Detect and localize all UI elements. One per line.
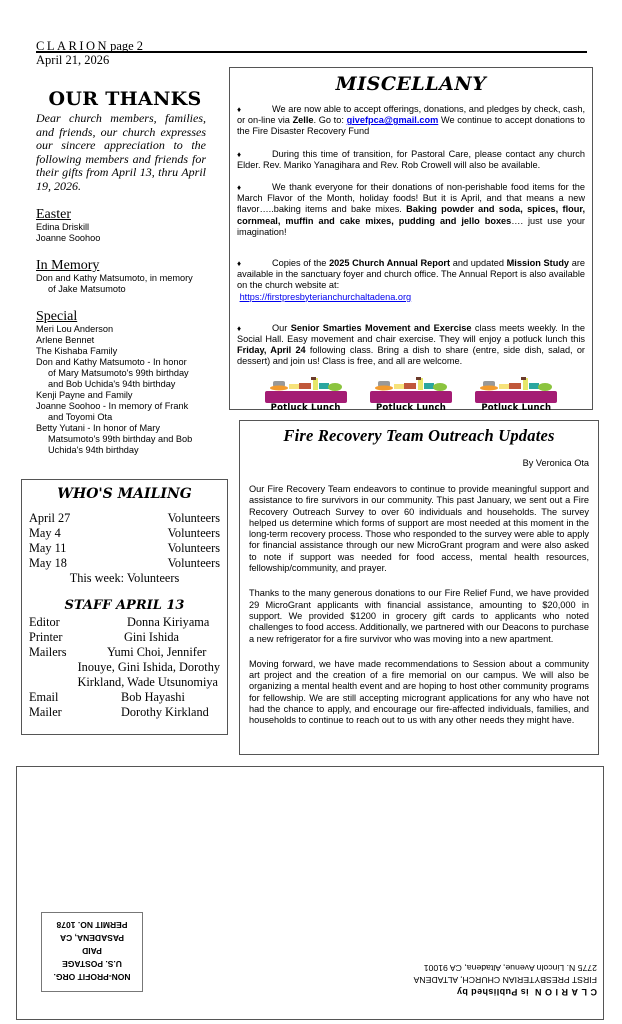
diamond-bullet-icon: ♦ [237, 323, 242, 333]
publisher-title: CLARION is Published by [456, 987, 597, 997]
publication-name: CLARION [36, 39, 110, 53]
staff-row-email: Email Bob Hayashi [29, 690, 185, 704]
schedule-row: May 18 Volunteers [29, 556, 220, 570]
staff-row-editor: Editor Donna Kiriyama [29, 615, 210, 629]
mailers-continued: Inouye, Gini Ishida, Dorothy [77, 660, 220, 674]
easter-list [36, 222, 206, 244]
tablecloth [370, 391, 452, 403]
diamond-bullet-icon: ♦ [237, 149, 242, 159]
diamond-bullet-icon: ♦ [237, 259, 242, 269]
publisher-name: FIRST PRESBYTERIAN CHURCH, ALTADENA [413, 975, 597, 985]
publisher-return-address [387, 962, 597, 998]
whos-mailing-box [21, 479, 228, 735]
misc-item-pastoral: ♦ During this time of transition, for Pastoral Care, please contact any church Elder. Rev. Mariko Yanagihara and Rev. Rob Crowell will also be available. [237, 148, 585, 170]
tablecloth [265, 391, 347, 403]
mailing-panel [16, 766, 604, 1020]
list-item: Don and Kathy Matsumoto - In honor of Mary Matsumoto's 99th birthday and Bob Uchida's 94th birthday [36, 357, 189, 389]
potluck-label: Potluck Lunch [481, 402, 552, 413]
potluck-images [237, 377, 585, 417]
section-heading-in-memory: In Memory [36, 258, 100, 273]
page-label: page 2 [110, 39, 144, 53]
publisher-address: 2775 N. Lincoln Avenue, Altadena, CA 91001 [423, 963, 597, 973]
list-item: Edina Driskill [36, 222, 90, 232]
schedule-row: May 11 Volunteers [29, 541, 220, 555]
article-paragraph: Moving forward, we have made recommendations to Session about a community art project and the creation of a fire memorial on our campus. We will also be organizing a mental health event and are hoping to host other community programs for fellowship. We are still accepting microgrant applications for any who have not had the chance to apply, and encourage our fire-affected individuals, families, and households to continue to reach out to us with any other needs they might have. [249, 658, 589, 726]
postage-permit-indicia: NON-PROFIT ORG. U.S. POSTAGE PAID PASADENA, CA PERMIT NO. 1078 [41, 912, 143, 992]
diamond-bullet-icon: ♦ [237, 105, 242, 114]
article-paragraph: Our Fire Recovery Team endeavors to continue to provide meaningful support and assistance to fire survivors in our community. This past January, we sent out a Fire Recovery Outreach Survey to over 60 individuals and households. The survey helped us determine which forms of support are most needed at this moment in the long-term recovery process. Those who responded to the survey were able to apply for financial assistance through our new MicroGrant program and were also asked to note if support was needed for food access, mental health resources, fellowship/community, and prayer. [249, 484, 589, 574]
section-heading-special: Special [36, 309, 78, 324]
our-thanks-section [36, 88, 206, 456]
mailers-continued: Kirkland, Wade Utsunomiya [77, 675, 218, 689]
this-week-text: This week: Volunteers [69, 571, 180, 585]
staff-row-mailer: Mailer Dorothy Kirkland [29, 705, 209, 719]
potluck-lunch-image [471, 377, 561, 417]
misc-item-zelle: ♦ We are now able to accept offerings, donations, and pledges by check, cash, or on-line via Zelle. Go to: givefpca@gmail.com We continue to accept donations to the Fire Disaster Recovery Fund [237, 104, 585, 137]
section-heading-easter: Easter [36, 207, 71, 222]
our-thanks-title: OUR THANKS [48, 88, 202, 110]
email-link[interactable]: givefpca@gmail.com [346, 115, 439, 126]
potluck-lunch-image [366, 377, 456, 417]
issue-date: April 21, 2026 [36, 53, 110, 67]
list-item: Joanne Soohoo [36, 233, 101, 243]
list-item: Kenji Payne and Family [36, 390, 133, 400]
list-item: Meri Lou Anderson [36, 324, 114, 334]
misc-item-food: ♦ We thank everyone for their donations of non-perishable food items for the March Flavor of the Month, holiday foods! But it is April, and that means a new flavor…..baking items and bake mixes. Baking powder and soda, spices, flour, cornmeal, muffin and cake mixes, pudding and jello boxes…. just use your imagination! [237, 182, 585, 237]
fire-recovery-box [239, 420, 599, 755]
potluck-label: Potluck Lunch [376, 402, 446, 413]
miscellany-title: MISCELLANY [335, 73, 487, 95]
staff-title: STAFF APRIL 13 [64, 598, 185, 613]
our-thanks-intro: Dear church members, families, and friends, our church expresses our sincere appreciation to the following members and friends for their gifts from April 13, thru April 19, 2026. [36, 111, 206, 193]
list-item: Betty Yutani - In honor of Mary Matsumoto's 99th birthday and Bob Uchida's 94th birthday [36, 423, 193, 455]
fire-recovery-title: Fire Recovery Team Outreach Updates [283, 426, 555, 445]
potluck-label: Potluck Lunch [270, 402, 341, 413]
website-link[interactable]: https://firstpresbyterianchurchaltadena.org [239, 291, 412, 302]
schedule-row: May 4 Volunteers [29, 526, 220, 540]
staff-row-mailers: Mailers Yumi Choi, Jennifer [29, 645, 207, 659]
list-item: Arlene Bennet [36, 335, 95, 345]
schedule-row: April 27 Volunteers [29, 511, 220, 525]
list-item: The Kishaba Family [36, 346, 118, 356]
misc-item-report: ♦ Copies of the 2025 Church Annual Report and updated Mission Study are available in the sanctuary foyer and church office. The Annual Report is also available on the church website at: https://firstpresbyterianchurchaltadena.org [237, 258, 585, 302]
tablecloth [475, 391, 557, 403]
whos-mailing-title: WHO'S MAILING [57, 486, 192, 502]
article-paragraph: Thanks to the many generous donations to our Fire Relief Fund, we have provided 29 MicroGrant applicants with financial assistance, amounting to $20,000 in support. We provided $1200 in grocery gift cards to applicants who noted challenges to food access. Additionally, we partnered with our Deacons to purchase a new refrigerator for a fire survivor who was moving into a new apartment. [249, 588, 589, 644]
byline: By Veronica Ota [522, 458, 589, 468]
masthead [36, 37, 587, 53]
misc-item-senior: ♦ Our Senior Smarties Movement and Exercise class meets weekly. In the Social Hall. Easy movement and chair exercise. They will enjoy a potluck lunch this Friday, April 24 following class. Bring a dish to share (entre, side dish, salad, or dessert) and join us! Class is free, and all are welcome. [237, 322, 585, 367]
staff-row-printer: Printer Gini Ishida [29, 630, 179, 644]
diamond-bullet-icon: ♦ [237, 183, 242, 193]
miscellany-box [229, 67, 593, 413]
special-list [36, 324, 206, 456]
list-item: Joanne Soohoo - In memory of Frank and Toyomi Ota [36, 401, 189, 422]
in-memory-list [36, 273, 206, 295]
list-item: Don and Kathy Matsumoto, in memory of Jake Matsumoto [36, 273, 193, 294]
potluck-lunch-image [261, 377, 351, 417]
